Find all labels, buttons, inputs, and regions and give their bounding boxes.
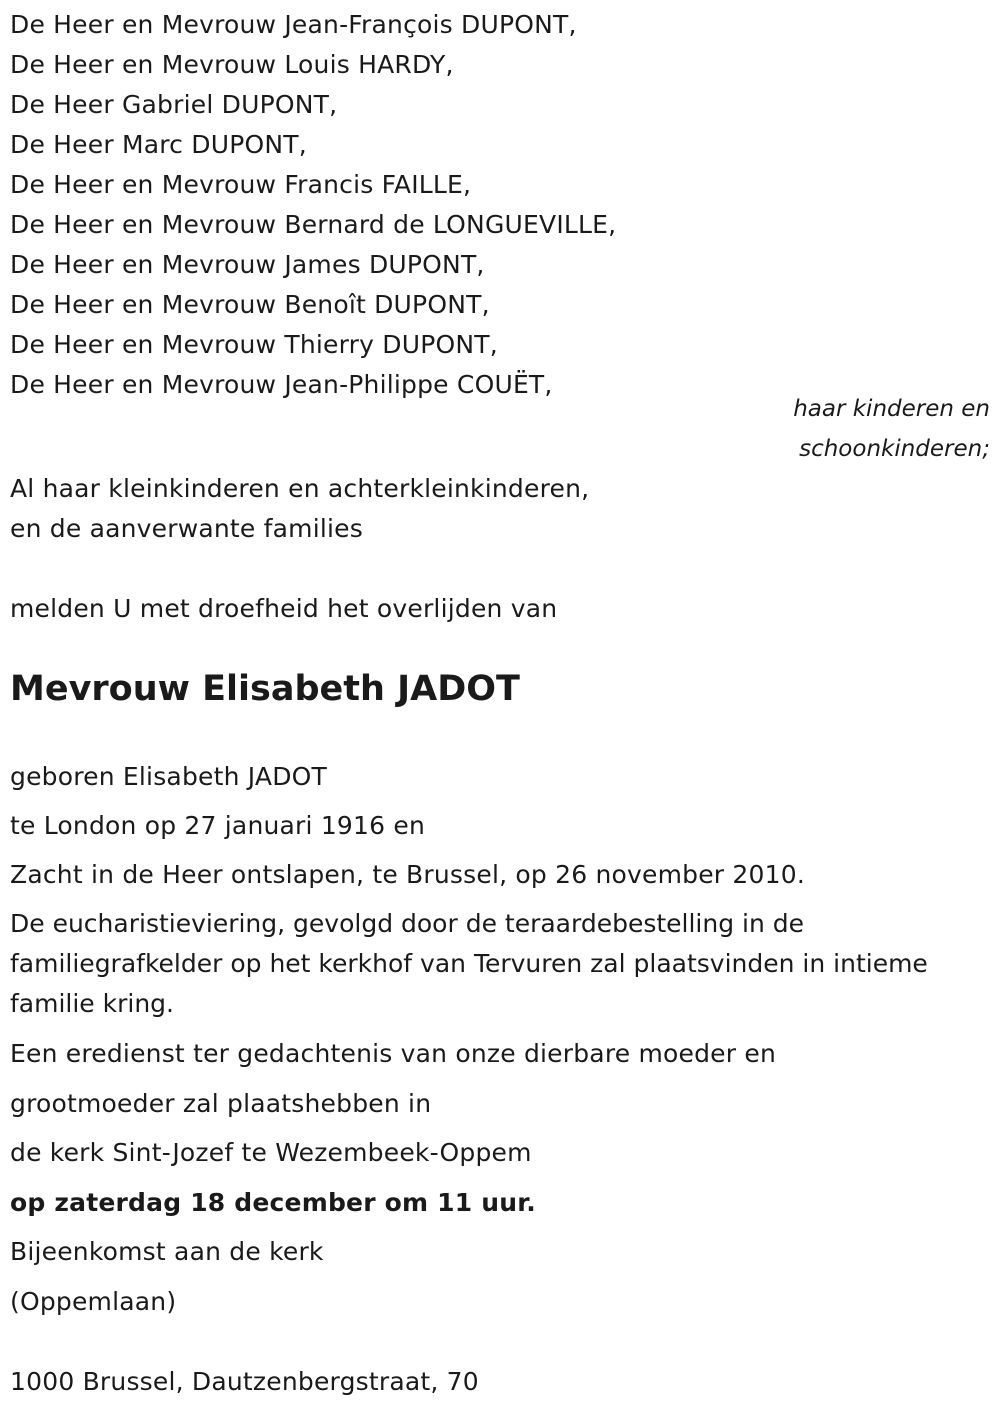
families-line: en de aanverwante families bbox=[10, 514, 363, 543]
birth-info: te London op 27 januari 1916 en bbox=[10, 811, 426, 840]
address: 1000 Brussel, Dautzenbergstraat, 70 bbox=[10, 1367, 479, 1396]
eucharist-paragraph: De eucharistieviering, gevolgd door de teraardebestelling in de familiegrafkelder op het kerkhof van Tervuren zal plaatsvinden in intieme familie kring. bbox=[10, 909, 928, 1018]
family-member: De Heer en Mevrouw Louis HARDY, bbox=[10, 50, 454, 79]
family-member: De Heer en Mevrouw James DUPONT, bbox=[10, 250, 485, 279]
grandchildren-line: Al haar kleinkinderen en achterkleinkinderen, bbox=[10, 474, 590, 503]
family-member: De Heer en Mevrouw Francis FAILLE, bbox=[10, 170, 472, 199]
deceased-name: Mevrouw Elisabeth JADOT bbox=[10, 669, 520, 709]
family-member: De Heer en Mevrouw Jean-François DUPONT, bbox=[10, 10, 577, 39]
family-member: De Heer en Mevrouw Bernard de LONGUEVILLE, bbox=[10, 210, 617, 239]
memorial-date: op zaterdag 18 december om 11 uur. bbox=[10, 1188, 536, 1217]
family-member: De Heer en Mevrouw Thierry DUPONT, bbox=[10, 330, 498, 359]
memorial-line-1: Een eredienst ter gedachtenis van onze dierbare moeder en bbox=[10, 1039, 777, 1068]
family-member: De Heer Marc DUPONT, bbox=[10, 130, 307, 159]
relation-line-2: schoonkinderen; bbox=[799, 436, 990, 462]
family-member: De Heer Gabriel DUPONT, bbox=[10, 90, 338, 119]
memorial-line-3: de kerk Sint-Jozef te Wezembeek-Oppem bbox=[10, 1138, 532, 1167]
memorial-line-2: grootmoeder zal plaatshebben in bbox=[10, 1089, 432, 1118]
relation-line-1: haar kinderen en bbox=[793, 396, 990, 422]
born-as: geboren Elisabeth JADOT bbox=[10, 762, 328, 791]
meeting-place: (Oppemlaan) bbox=[10, 1287, 177, 1316]
announcement: melden U met droefheid het overlijden van bbox=[10, 594, 558, 623]
family-member: De Heer en Mevrouw Benoît DUPONT, bbox=[10, 290, 490, 319]
family-member: De Heer en Mevrouw Jean-Philippe COUËT, bbox=[10, 370, 553, 399]
death-info: Zacht in de Heer ontslapen, te Brussel, op 26 november 2010. bbox=[10, 860, 805, 889]
meeting-line: Bijeenkomst aan de kerk bbox=[10, 1237, 324, 1266]
